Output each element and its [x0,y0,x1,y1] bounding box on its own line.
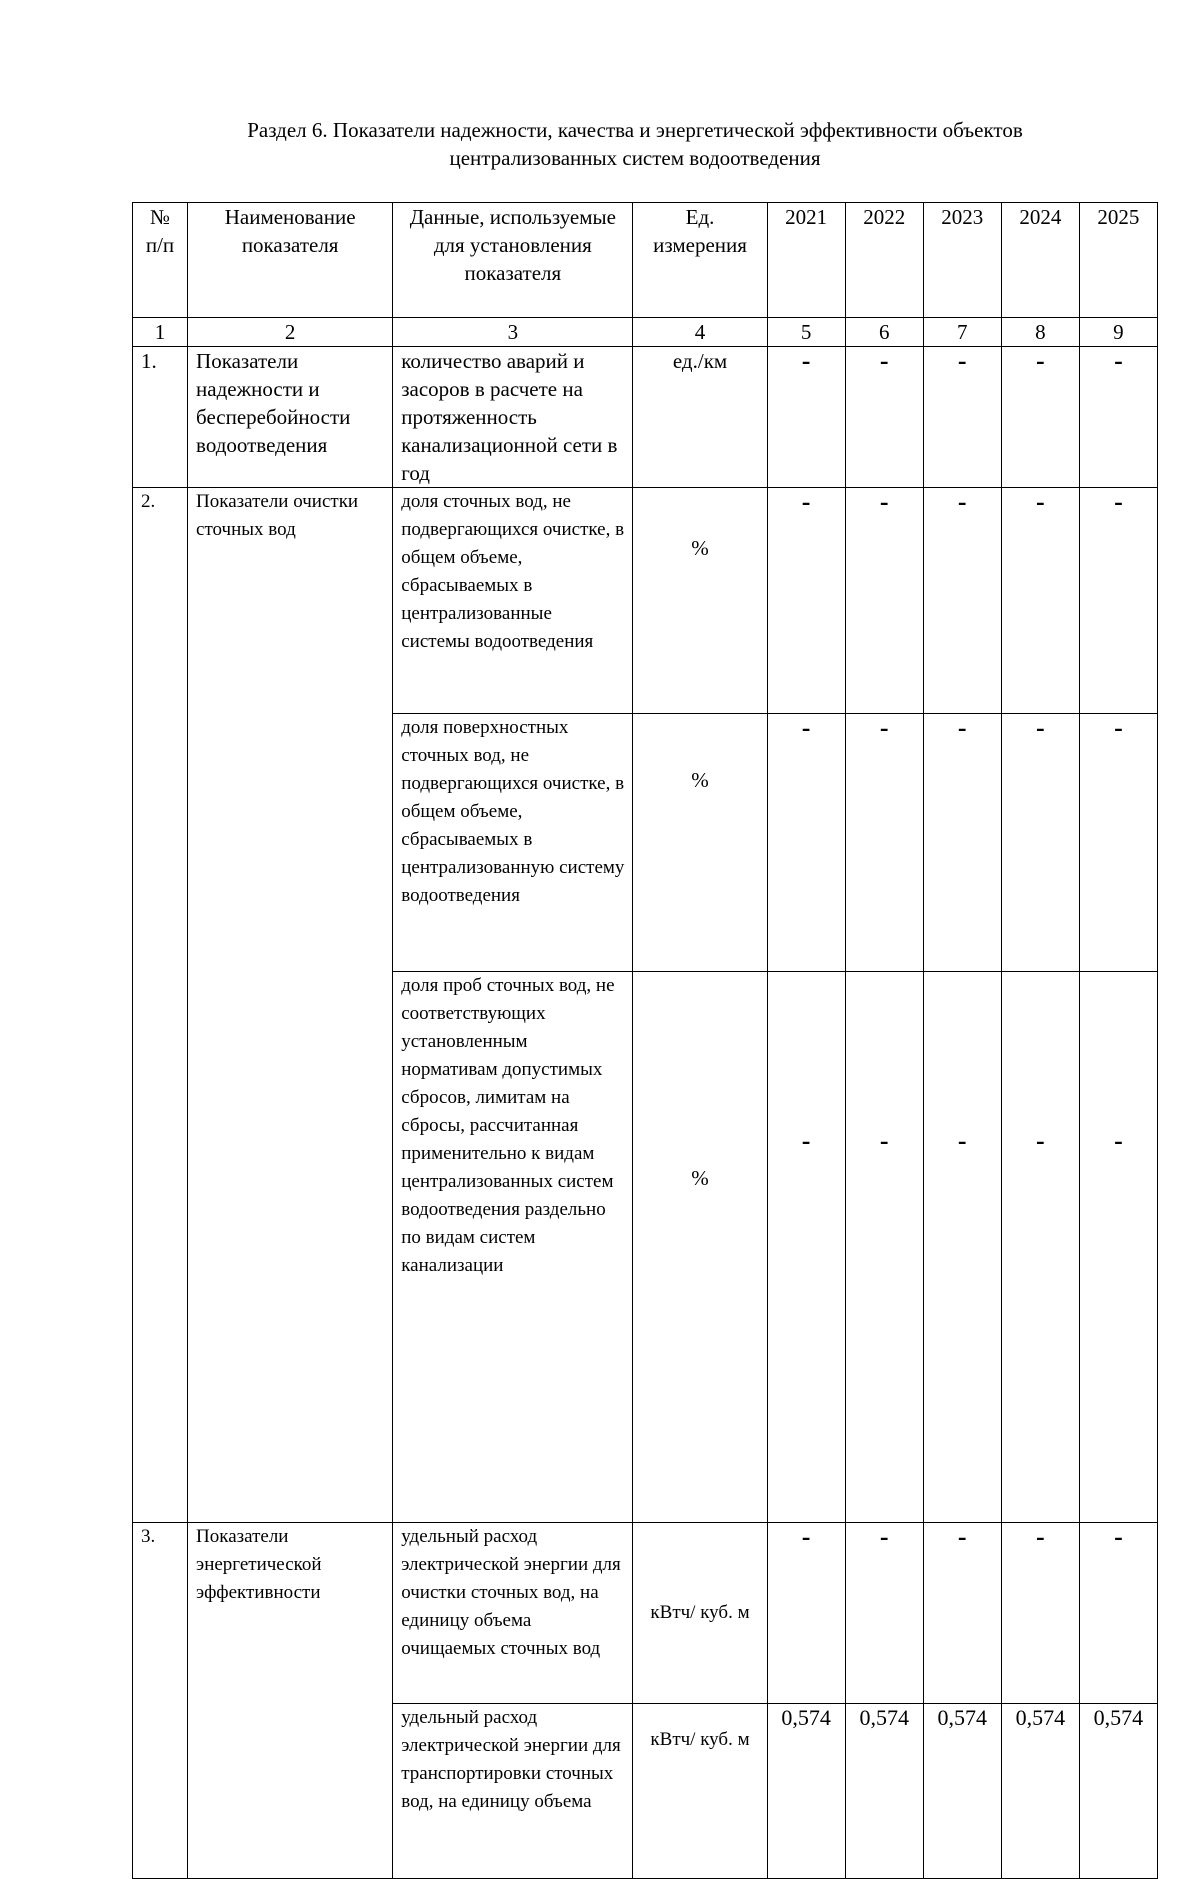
value-2024: - [1001,488,1079,714]
indicator-name: Показатели очистки сточных вод [188,488,393,1523]
value-2023: 0,574 [923,1704,1001,1879]
value-2021: - [767,714,845,972]
value-2025: - [1079,1523,1157,1704]
row-number: 2. [133,488,188,1523]
table-header-row [133,203,1158,318]
value-2025: - [1079,714,1157,972]
table-row [133,1523,1158,1704]
unit-cell: % [633,488,767,714]
unit-cell: кВтч/ куб. м [633,1523,767,1704]
value-2021: 0,574 [767,1704,845,1879]
row-number: 3. [133,1523,188,1879]
indicator-name: Показатели энергетической эффективности [188,1523,393,1879]
indicator-data: удельный расход электрической энергии для очистки сточных вод, на единицу объема очищаемых сточных вод [393,1523,633,1704]
unit-cell: % [633,714,767,972]
value-2023: - [923,972,1001,1523]
value-2024: - [1001,714,1079,972]
indicator-name: Показатели надежности и бесперебойности водоотведения [188,347,393,488]
value-2025: - [1079,488,1157,714]
value-2024: 0,574 [1001,1704,1079,1879]
header-year-2024: 2024 [1001,203,1079,318]
value-2023: - [923,714,1001,972]
column-numbers-row [133,318,1158,347]
section-title-line1: Раздел 6. Показатели надежности, качества и энергетической эффективности объектов [247,118,1023,142]
unit-cell: кВтч/ куб. м [633,1704,767,1879]
header-name: Наименование показателя [188,203,393,318]
header-year-2025: 2025 [1079,203,1157,318]
header-year-2023: 2023 [923,203,1001,318]
header-year-2022: 2022 [845,203,923,318]
value-2025: 0,574 [1079,1704,1157,1879]
header-data: Данные, используемые для установления показателя [393,203,633,318]
value-2023: - [923,1523,1001,1704]
value-2025: - [1079,972,1157,1523]
table-row [133,347,1158,488]
column-number: 7 [923,318,1001,347]
value-2021: - [767,347,845,488]
value-2022: 0,574 [845,1704,923,1879]
value-2023: - [923,488,1001,714]
row-number: 1. [133,347,188,488]
indicator-data: количество аварий и засоров в расчете на протяженность канализационной сети в год [393,347,633,488]
column-number: 3 [393,318,633,347]
value-2021: - [767,972,845,1523]
column-number: 4 [633,318,767,347]
value-2021: - [767,488,845,714]
value-2022: - [845,972,923,1523]
value-2025: - [1079,347,1157,488]
value-2021: - [767,1523,845,1704]
indicator-data: доля поверхностных сточных вод, не подвергающихся очистке, в общем объеме, сбрасываемых в централизованную систему водоотведения [393,714,633,972]
value-2022: - [845,488,923,714]
value-2024: - [1001,972,1079,1523]
table-row [133,488,1158,714]
section-title-line2: централизованных систем водоотведения [449,146,821,170]
column-number: 8 [1001,318,1079,347]
header-unit: Ед. измерения [633,203,767,318]
value-2022: - [845,714,923,972]
column-number: 1 [133,318,188,347]
indicator-data: удельный расход электрической энергии для транспортировки сточных вод, на единицу объема [393,1704,633,1879]
header-num: № п/п [133,203,188,318]
indicator-data: доля проб сточных вод, не соответствующих установленным нормативам допустимых сбросов, лимитам на сбросы, рассчитанная применительно к видам централизованных систем водоотведения раздельно по видам систем канализации [393,972,633,1523]
indicators-table [132,202,1158,1879]
value-2022: - [845,1523,923,1704]
column-number: 2 [188,318,393,347]
header-year-2021: 2021 [767,203,845,318]
value-2022: - [845,347,923,488]
unit-cell: ед./км [633,347,767,488]
column-number: 9 [1079,318,1157,347]
indicator-data: доля сточных вод, не подвергающихся очистке, в общем объеме, сбрасываемых в централизованные системы водоотведения [393,488,633,714]
section-title [0,116,1200,172]
value-2023: - [923,347,1001,488]
column-number: 6 [845,318,923,347]
value-2024: - [1001,1523,1079,1704]
column-number: 5 [767,318,845,347]
unit-cell: % [633,972,767,1523]
value-2024: - [1001,347,1079,488]
